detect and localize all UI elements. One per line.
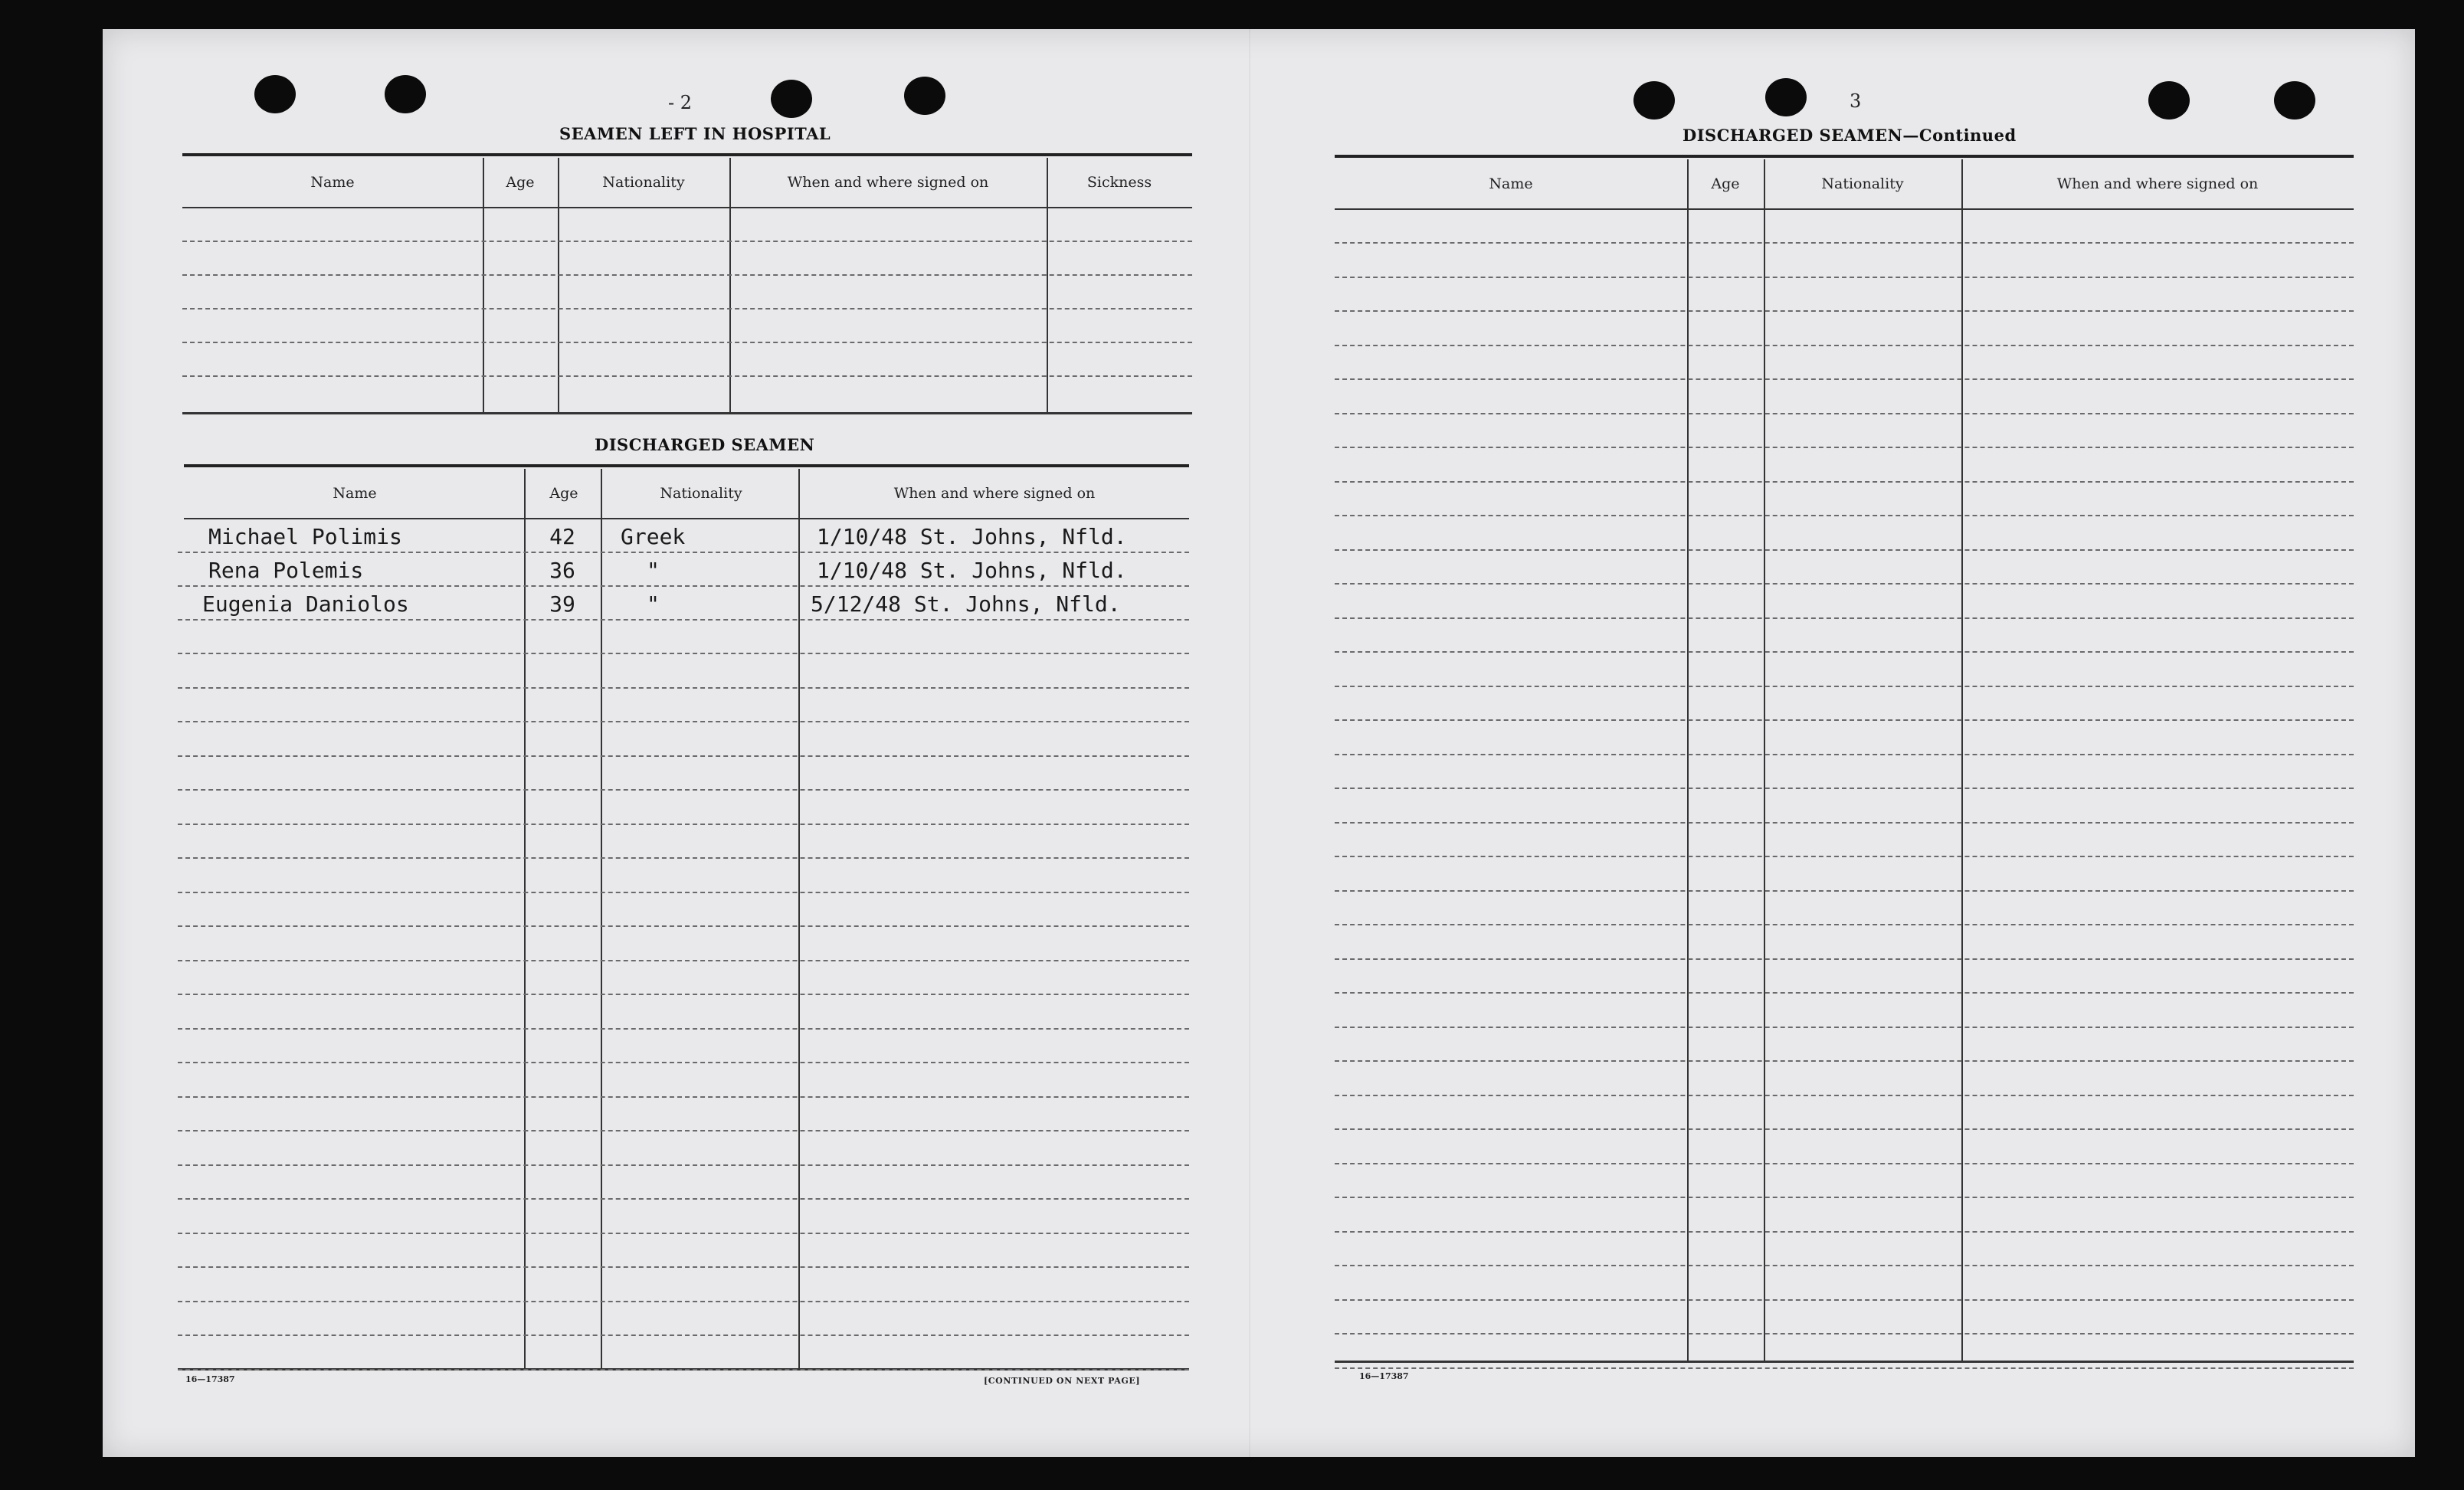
blank-ruled-line (1335, 379, 2354, 414)
cell-sickness (1047, 241, 1192, 274)
column-header-sickness: Sickness (1086, 174, 1152, 191)
blank-ruled-line (1335, 1163, 2354, 1198)
blank-ruled-line (1335, 925, 2354, 960)
blank-ruled-line (178, 653, 1189, 689)
blank-ruled-line (1335, 1129, 2354, 1164)
table-row (182, 274, 1192, 309)
punch-hole (385, 75, 426, 113)
punch-hole (254, 75, 296, 113)
column-header-age: Age (1711, 175, 1740, 192)
blank-ruled-line (178, 1335, 1189, 1370)
table-row (178, 585, 1189, 621)
blank-ruled-line (1335, 447, 2354, 483)
cell-signed-on (729, 308, 1047, 342)
cell-name (182, 207, 483, 241)
table-row (182, 207, 1192, 242)
hospital-table (182, 153, 1192, 444)
blank-ruled-line (178, 858, 1189, 893)
blank-ruled-line (1335, 993, 2354, 1028)
page-fold (1249, 29, 1250, 1457)
punch-hole (771, 80, 812, 118)
cell-age (483, 207, 558, 241)
blank-ruled-line (1335, 652, 2354, 687)
column-header-name: Name (333, 485, 377, 502)
blank-ruled-line (1335, 277, 2354, 312)
cell-signed-on: 1/10/48 St. Johns, Nfld. (817, 558, 1127, 583)
blank-ruled-line (1335, 958, 2354, 994)
cell-sickness (1047, 342, 1192, 375)
blank-ruled-line (178, 722, 1189, 757)
discharged-section-title: DISCHARGED SEAMEN (595, 435, 815, 454)
cell-name (182, 308, 483, 342)
cell-name: Eugenia Daniolos (202, 591, 409, 617)
blank-ruled-line (178, 1096, 1189, 1131)
blank-ruled-line (178, 1301, 1189, 1336)
column-header-age: Age (549, 485, 578, 502)
blank-ruled-line (1335, 1027, 2354, 1062)
form-number-left: 16—17387 (185, 1374, 235, 1384)
cell-name: Rena Polemis (208, 558, 364, 583)
cell-name (182, 274, 483, 308)
cell-nationality: " (647, 591, 660, 617)
punch-hole (904, 77, 945, 115)
cell-signed-on: 5/12/48 St. Johns, Nfld. (811, 591, 1121, 617)
blank-ruled-line (178, 619, 1189, 654)
cell-age: 36 (549, 558, 575, 583)
blank-ruled-line (178, 1267, 1189, 1302)
blank-ruled-line (178, 1233, 1189, 1268)
cell-age (483, 274, 558, 308)
blank-ruled-line (178, 1164, 1189, 1200)
column-header-signed-on: When and where signed on (787, 174, 989, 191)
blank-ruled-line (178, 824, 1189, 859)
blank-ruled-line (1335, 208, 2354, 244)
continued-note: [CONTINUED ON NEXT PAGE] (984, 1376, 1141, 1386)
blank-ruled-line (1335, 516, 2354, 551)
column-header-signed-on: When and where signed on (893, 485, 1096, 502)
column-header-nationality: Nationality (1821, 175, 1904, 192)
blank-ruled-line (178, 960, 1189, 995)
blank-ruled-line (1335, 1266, 2354, 1301)
blank-ruled-line (1335, 549, 2354, 585)
blank-ruled-line (1335, 856, 2354, 892)
blank-ruled-line (178, 1131, 1189, 1166)
table-row (182, 308, 1192, 343)
blank-ruled-line (1335, 413, 2354, 448)
blank-ruled-line (178, 892, 1189, 927)
hospital-section-title: SEAMEN LEFT IN HOSPITAL (559, 124, 831, 143)
cell-name (182, 342, 483, 375)
table-row (182, 342, 1192, 377)
blank-ruled-line (1335, 584, 2354, 619)
punch-hole (1765, 78, 1807, 116)
punch-hole (1633, 81, 1675, 120)
cell-age: 39 (549, 591, 575, 617)
blank-ruled-line (1335, 1061, 2354, 1096)
cell-name: Michael Polimis (208, 524, 402, 549)
blank-ruled-line (1335, 243, 2354, 278)
cell-signed-on (729, 207, 1047, 241)
table-header-row (1335, 159, 2354, 210)
blank-ruled-line (178, 1199, 1189, 1234)
blank-ruled-line (1335, 890, 2354, 925)
cell-nationality (558, 308, 729, 342)
blank-ruled-line (1335, 720, 2354, 755)
discharged-continued-table (1335, 155, 2354, 1396)
cell-age (483, 308, 558, 342)
page-number-right: 3 (1850, 90, 1862, 112)
blank-ruled-line (1335, 1334, 2354, 1369)
ledger-spread (103, 29, 2415, 1457)
column-header-nationality: Nationality (602, 174, 685, 191)
blank-ruled-line (1335, 311, 2354, 346)
table-row (182, 241, 1192, 276)
form-number-right: 16—17387 (1359, 1371, 1409, 1381)
blank-ruled-line (1335, 345, 2354, 380)
cell-nationality (558, 342, 729, 375)
table-bottom-rule (182, 412, 1192, 414)
blank-ruled-line (1335, 1095, 2354, 1130)
blank-ruled-line (178, 790, 1189, 825)
cell-signed-on (729, 241, 1047, 274)
blank-ruled-line (178, 926, 1189, 961)
discharged-continued-title: DISCHARGED SEAMEN—Continued (1683, 126, 2017, 145)
cell-sickness (1047, 207, 1192, 241)
cell-nationality (558, 207, 729, 241)
table-top-rule (1335, 155, 2354, 158)
column-header-name: Name (310, 174, 355, 191)
discharged-table (178, 464, 1189, 1399)
cell-signed-on (729, 274, 1047, 308)
table-top-rule (182, 153, 1192, 156)
cell-nationality: Greek (621, 524, 686, 549)
column-header-signed-on: When and where signed on (2056, 175, 2259, 192)
blank-ruled-line (1335, 1299, 2354, 1334)
blank-ruled-line (1335, 481, 2354, 516)
cell-signed-on: 1/10/48 St. Johns, Nfld. (817, 524, 1127, 549)
blank-ruled-line (178, 755, 1189, 791)
blank-ruled-line (1335, 822, 2354, 857)
blank-ruled-line (1335, 686, 2354, 721)
cell-nationality: " (647, 558, 660, 583)
blank-ruled-line (1335, 617, 2354, 653)
blank-ruled-line (1335, 1231, 2354, 1266)
cell-signed-on (729, 342, 1047, 375)
table-header-row (182, 158, 1192, 208)
blank-ruled-line (1335, 754, 2354, 789)
cell-age (483, 342, 558, 375)
cell-sickness (1047, 274, 1192, 308)
cell-name (182, 241, 483, 274)
blank-ruled-line (178, 1063, 1189, 1098)
column-header-name: Name (1489, 175, 1533, 192)
table-top-rule (184, 464, 1189, 467)
blank-ruled-line (1335, 788, 2354, 824)
blank-ruled-line (178, 994, 1189, 1030)
blank-ruled-line (1335, 1197, 2354, 1233)
page-number-left: - 2 (668, 92, 693, 113)
cell-nationality (558, 241, 729, 274)
cell-age: 42 (549, 524, 575, 549)
blank-ruled-line (178, 1028, 1189, 1063)
cell-age (483, 241, 558, 274)
punch-hole (2274, 81, 2315, 120)
column-header-age: Age (506, 174, 535, 191)
column-header-nationality: Nationality (660, 485, 742, 502)
punch-hole (2148, 81, 2190, 120)
table-header-row (184, 469, 1189, 519)
table-row (178, 552, 1189, 587)
cell-nationality (558, 274, 729, 308)
blank-ruled-line (178, 687, 1189, 722)
cell-sickness (1047, 308, 1192, 342)
table-row (178, 518, 1189, 553)
